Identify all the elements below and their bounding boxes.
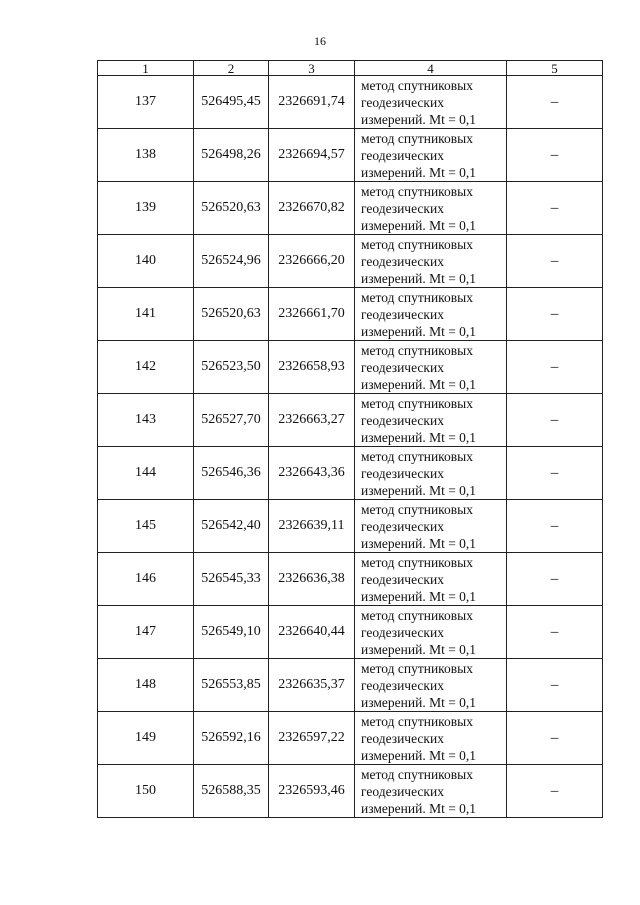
method-cell (355, 447, 507, 500)
method-line: геодезических (361, 677, 444, 693)
method-line: метод спутниковых (361, 342, 473, 358)
method-cell (355, 765, 507, 818)
method-line: измерений. Mt = 0,1 (361, 641, 477, 657)
coordinate-y: 2326639,11 (269, 500, 355, 553)
method-line: измерений. Mt = 0,1 (361, 111, 477, 127)
method-line: геодезических (361, 465, 444, 481)
table-row (98, 712, 603, 765)
method-line: измерений. Mt = 0,1 (361, 429, 477, 445)
method-line: метод спутниковых (361, 501, 473, 517)
coordinate-x: 526498,26 (194, 129, 269, 182)
coordinate-x: 526545,33 (194, 553, 269, 606)
table-body (98, 76, 603, 818)
table-row (98, 606, 603, 659)
column-5-value: – (507, 182, 603, 235)
column-5-value: – (507, 712, 603, 765)
point-number: 146 (98, 553, 194, 606)
method-cell (355, 394, 507, 447)
method-line: геодезических (361, 730, 444, 746)
coordinate-y: 2326636,38 (269, 553, 355, 606)
method-cell (355, 182, 507, 235)
table-row (98, 129, 603, 182)
header-col-2: 2 (194, 61, 269, 76)
method-line: метод спутниковых (361, 766, 473, 782)
method-line: метод спутниковых (361, 289, 473, 305)
coordinate-y: 2326694,57 (269, 129, 355, 182)
method-line: метод спутниковых (361, 448, 473, 464)
point-number: 140 (98, 235, 194, 288)
coordinate-x: 526495,45 (194, 76, 269, 129)
column-5-value: – (507, 288, 603, 341)
method-line: измерений. Mt = 0,1 (361, 270, 477, 286)
method-line: геодезических (361, 624, 444, 640)
point-number: 141 (98, 288, 194, 341)
table-row (98, 500, 603, 553)
coordinate-x: 526546,36 (194, 447, 269, 500)
point-number: 139 (98, 182, 194, 235)
method-line: геодезических (361, 253, 444, 269)
method-line: измерений. Mt = 0,1 (361, 376, 477, 392)
method-line: метод спутниковых (361, 607, 473, 623)
method-line: геодезических (361, 783, 444, 799)
table-row (98, 553, 603, 606)
method-cell (355, 129, 507, 182)
method-cell (355, 235, 507, 288)
coordinate-x: 526520,63 (194, 288, 269, 341)
method-line: метод спутниковых (361, 713, 473, 729)
table-row (98, 341, 603, 394)
coordinate-y: 2326661,70 (269, 288, 355, 341)
method-line: измерений. Mt = 0,1 (361, 800, 477, 816)
coordinate-y: 2326666,20 (269, 235, 355, 288)
method-line: измерений. Mt = 0,1 (361, 588, 477, 604)
column-5-value: – (507, 659, 603, 712)
point-number: 148 (98, 659, 194, 712)
coordinate-y: 2326640,44 (269, 606, 355, 659)
coordinate-x: 526523,50 (194, 341, 269, 394)
method-cell (355, 76, 507, 129)
table-row (98, 394, 603, 447)
coordinate-y: 2326597,22 (269, 712, 355, 765)
point-number: 145 (98, 500, 194, 553)
method-line: метод спутниковых (361, 130, 473, 146)
coordinate-y: 2326670,82 (269, 182, 355, 235)
method-line: измерений. Mt = 0,1 (361, 323, 477, 339)
point-number: 143 (98, 394, 194, 447)
method-cell (355, 606, 507, 659)
table-row (98, 76, 603, 129)
coordinate-y: 2326643,36 (269, 447, 355, 500)
table-row (98, 447, 603, 500)
table-row (98, 288, 603, 341)
method-line: геодезических (361, 306, 444, 322)
method-line: метод спутниковых (361, 554, 473, 570)
column-5-value: – (507, 129, 603, 182)
column-5-value: – (507, 76, 603, 129)
method-line: метод спутниковых (361, 395, 473, 411)
column-5-value: – (507, 500, 603, 553)
point-number: 144 (98, 447, 194, 500)
method-line: метод спутниковых (361, 77, 473, 93)
coordinate-x: 526527,70 (194, 394, 269, 447)
method-cell (355, 712, 507, 765)
method-cell (355, 500, 507, 553)
method-line: геодезических (361, 147, 444, 163)
coordinate-y: 2326663,27 (269, 394, 355, 447)
point-number: 137 (98, 76, 194, 129)
method-cell (355, 288, 507, 341)
coordinate-x: 526542,40 (194, 500, 269, 553)
point-number: 142 (98, 341, 194, 394)
method-line: геодезических (361, 518, 444, 534)
method-line: геодезических (361, 359, 444, 375)
page-number: 16 (314, 34, 326, 48)
method-line: измерений. Mt = 0,1 (361, 482, 477, 498)
method-line: геодезических (361, 571, 444, 587)
method-line: измерений. Mt = 0,1 (361, 535, 477, 551)
coordinate-y: 2326635,37 (269, 659, 355, 712)
coordinate-y: 2326691,74 (269, 76, 355, 129)
method-line: геодезических (361, 412, 444, 428)
coordinate-x: 526524,96 (194, 235, 269, 288)
column-5-value: – (507, 235, 603, 288)
coordinate-y: 2326593,46 (269, 765, 355, 818)
column-5-value: – (507, 394, 603, 447)
table-row (98, 235, 603, 288)
point-number: 147 (98, 606, 194, 659)
method-cell (355, 341, 507, 394)
column-5-value: – (507, 447, 603, 500)
table-header (98, 61, 603, 76)
method-cell (355, 659, 507, 712)
method-line: измерений. Mt = 0,1 (361, 694, 477, 710)
coordinate-x: 526588,35 (194, 765, 269, 818)
table-row (98, 765, 603, 818)
method-line: метод спутниковых (361, 236, 473, 252)
coordinate-x: 526592,16 (194, 712, 269, 765)
method-line: геодезических (361, 94, 444, 110)
header-col-3: 3 (269, 61, 355, 76)
table-row (98, 182, 603, 235)
header-row (98, 61, 603, 76)
coordinate-x: 526520,63 (194, 182, 269, 235)
header-col-1: 1 (98, 61, 194, 76)
point-number: 150 (98, 765, 194, 818)
point-number: 138 (98, 129, 194, 182)
header-col-5: 5 (507, 61, 603, 76)
column-5-value: – (507, 553, 603, 606)
method-line: геодезических (361, 200, 444, 216)
coordinate-y: 2326658,93 (269, 341, 355, 394)
method-line: метод спутниковых (361, 660, 473, 676)
coordinate-x: 526549,10 (194, 606, 269, 659)
method-line: измерений. Mt = 0,1 (361, 747, 477, 763)
method-line: метод спутниковых (361, 183, 473, 199)
column-5-value: – (507, 606, 603, 659)
method-line: измерений. Mt = 0,1 (361, 164, 477, 180)
header-col-4: 4 (355, 61, 507, 76)
column-5-value: – (507, 765, 603, 818)
coordinate-x: 526553,85 (194, 659, 269, 712)
method-line: измерений. Mt = 0,1 (361, 217, 477, 233)
column-5-value: – (507, 341, 603, 394)
table-row (98, 659, 603, 712)
method-cell (355, 553, 507, 606)
point-number: 149 (98, 712, 194, 765)
coordinates-table (97, 60, 603, 818)
